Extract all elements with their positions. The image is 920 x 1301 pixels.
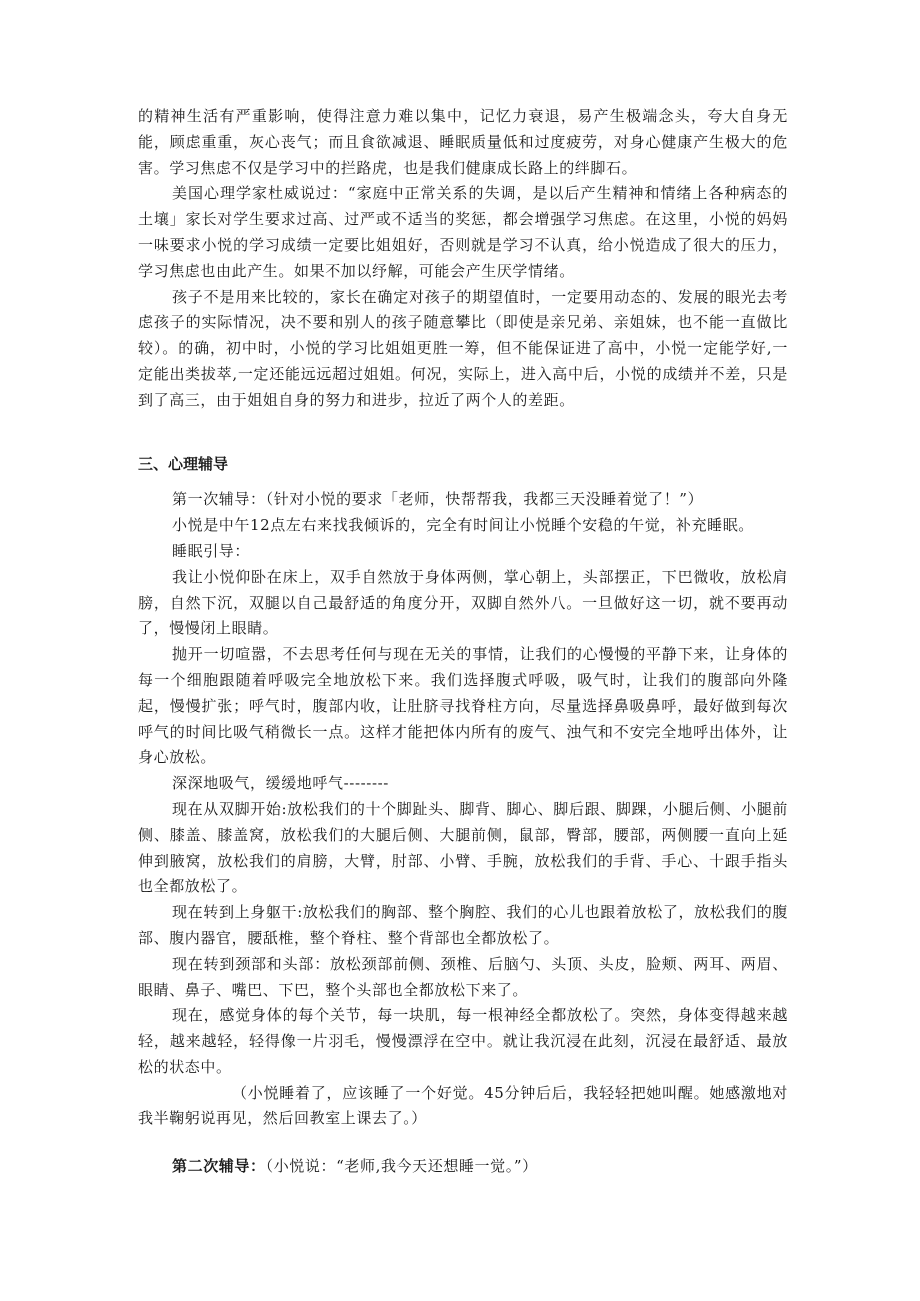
body-paragraph: 现在转到上身躯干:放松我们的胸部、整个胸腔、我们的心儿也跟着放松了，放松我们的腹部、腹内器官，腰舐椎，整个脊柱、整个背部也全都放松了。 xyxy=(138,903,788,947)
subheading-sleep-guide: 睡眠引导： xyxy=(172,541,251,560)
breathing-line: 深深地吸气，缓缓地呼气-------- xyxy=(172,774,389,793)
second-session-line xyxy=(138,1154,788,1180)
closing-note: （小悦睡着了，应该睡了一个好觉。45分钟后后，我轻轻把她叫醒。她感激地对我半鞠躬说再见，然后回教室上课去了。） xyxy=(138,1083,788,1128)
body-paragraph: 美国心理学家杜威说过：“家庭中正常关系的失调，是以后产生精神和情绪上各种病态的土壤」家长对学生要求过高、过严或不适当的奖惩，都会增强学习焦虑。在这里，小悦的妈妈一味要求小悦的学习成绩一定要比姐姐好，否则就是学习不认真，给小悦造成了很大的压力，学习焦虑也由此产生。如果不加以纾解，可能会产生厌学情绪。 xyxy=(138,184,788,280)
body-paragraph: 孩子不是用来比较的，家长在确定对孩子的期望值时，一定要用动态的、发展的眼光去考虑孩子的实际情况，决不要和别人的孩子随意攀比（即使是亲兄弟、亲姐妹，也不能一直做比较）。的确，初中时，小悦的学习比姐姐更胜一筹，但不能保证进了高中，小悦一定能学好,一定能出类拔萃,一定还能远远超过姐姐。何况，实际上，进入高中后，小悦的成绩并不差，只是到了高三，由于姐姐自身的努力和进步，拉近了两个人的差距。 xyxy=(138,287,788,409)
section-heading: 三、心理辅导 xyxy=(138,454,229,473)
body-paragraph: 抛开一切喧嚣，不去思考任何与现在无关的事情，让我们的心慢慢的平静下来，让身体的每一个细胞跟随着呼吸完全地放松下来。我们选择腹式呼吸，吸气时，让我们的腹部向外隆起，慢慢扩张；呼气时，腹部内收，让肚脐寻找脊柱方向，尽量选择鼻吸鼻呼，最好做到每次呼气的时间比吸气稍微长一点。这样才能把体内所有的废气、浊气和不安完全地呼出体外，让身心放松。 xyxy=(138,645,788,767)
body-paragraph: 现在从双脚开始:放松我们的十个脚趾头、脚背、脚心、脚后跟、脚踝，小腿后侧、小腿前侧、膝盖、膝盖窝，放松我们的大腿后侧、大腿前侧，鼠部，臀部，腰部，两侧腰一直向上延伸到腋窝，放松我们的肩膀，大臂，肘部、小臂、手腕，放松我们的手背、手心、十跟手指头也全都放松了。 xyxy=(138,799,788,896)
session-intro: 第一次辅导：（针对小悦的要求「老师，快帮帮我，我都三天没睡着觉了！”） xyxy=(172,490,704,509)
body-paragraph: 现在，感觉身体的每个关节，每一块肌，每一根神经全都放松了。突然，身体变得越来越轻，越来越轻，轻得像一片羽毛，慢慢漂浮在空中。就让我沉浸在此刻，沉浸在最舒适、最放松的状态中。 xyxy=(138,1006,788,1076)
second-session-label: 第二次辅导： xyxy=(172,1157,266,1176)
document-page xyxy=(138,104,788,1180)
body-paragraph: 小悦是中午12点左右来找我倾诉的，完全有时间让小悦睡个安稳的午觉，补充睡眠。 xyxy=(172,516,754,535)
body-paragraph: 的精神生活有严重影响，使得注意力难以集中，记忆力衰退，易产生极端念头，夸大自身无能，顾虑重重，灰心丧气；而且食欲减退、睡眠质量低和过度疲劳，对身心健康产生极大的危害。学习焦虑不仅是学习中的拦路虎，也是我们健康成长路上的绊脚石。 xyxy=(138,107,788,177)
body-paragraph: 现在转到颈部和头部：放松颈部前侧、颈椎、后脑勺、头顶、头皮，脸颊、两耳、两眉、眼睛、鼻子、嘴巴、下巴，整个头部也全都放松下来了。 xyxy=(138,954,788,999)
second-session-text: （小悦说：“老师,我今天还想睡一觉。”） xyxy=(265,1157,538,1176)
body-paragraph: 我让小悦仰卧在床上，双手自然放于身体两侧，掌心朝上，头部摆正，下巴微收，放松肩膀，自然下沉，双腿以自己最舒适的角度分开，双脚自然外八。一旦做好这一切，就不要再动了，慢慢闭上眼睛。 xyxy=(138,567,788,638)
